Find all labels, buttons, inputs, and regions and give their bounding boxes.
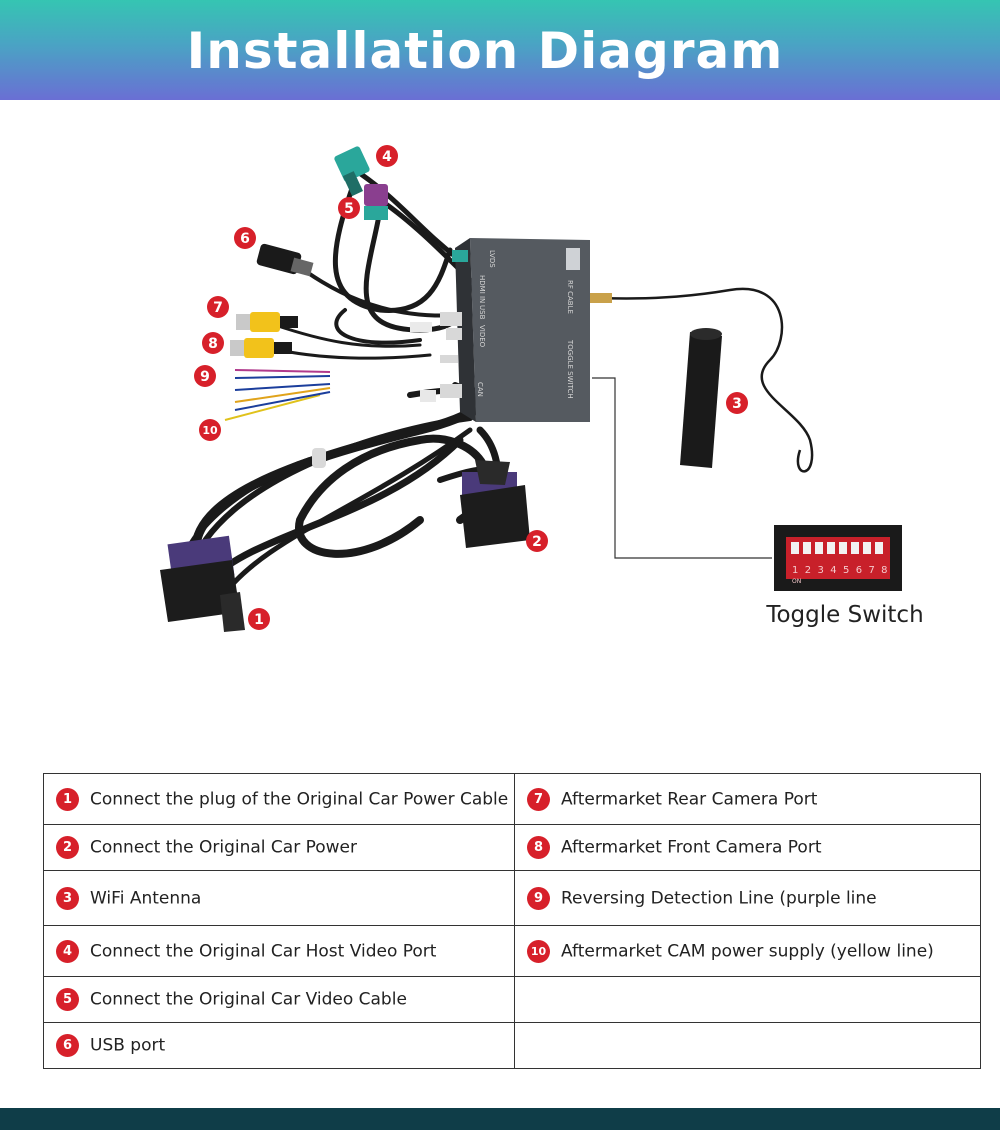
installation-diagram xyxy=(0,100,1000,740)
usb-plug xyxy=(256,243,314,276)
svg-text:4: 4 xyxy=(382,149,392,165)
legend-cell xyxy=(44,825,515,871)
badge-1 xyxy=(248,608,270,630)
cable-tie xyxy=(312,448,326,468)
box-label-toggle-switch: TOGGLE SWITCH xyxy=(566,340,574,399)
legend-cell xyxy=(44,1023,515,1069)
legend-cell xyxy=(44,926,515,977)
legend-text: Connect the Original Car Host Video Port xyxy=(90,941,437,961)
box-label-rf-cable: RF CABLE xyxy=(566,280,574,314)
legend-number-badge: 1 xyxy=(56,788,79,811)
legend-row xyxy=(44,825,981,871)
legend-text: Connect the plug of the Original Car Power Cable xyxy=(90,789,509,809)
legend-cell xyxy=(515,871,981,926)
svg-text:9: 9 xyxy=(200,369,210,385)
legend-cell xyxy=(515,825,981,871)
badge-5 xyxy=(338,197,360,219)
legend-number-badge: 6 xyxy=(56,1034,79,1057)
svg-text:10: 10 xyxy=(202,424,218,437)
box-label-video: VIDEO xyxy=(478,325,486,348)
box-label-usb: USB xyxy=(478,305,486,320)
legend-number-badge: 8 xyxy=(527,836,550,859)
rf-connector xyxy=(590,293,612,303)
legend-number-badge: 10 xyxy=(527,940,550,963)
footer-bar xyxy=(0,1108,1000,1130)
badge-2 xyxy=(526,530,548,552)
box-label-can: CAN xyxy=(476,382,484,397)
diagram-illustration xyxy=(0,100,1000,740)
toggle-switch-caption: Toggle Switch xyxy=(766,602,924,628)
legend-text: Aftermarket Front Camera Port xyxy=(561,837,822,858)
badge-3 xyxy=(726,392,748,414)
box-label-hdmi: HDMI IN xyxy=(478,275,486,304)
header-banner xyxy=(0,0,1000,100)
legend-number-badge: 2 xyxy=(56,836,79,859)
legend-number-badge: 4 xyxy=(56,940,79,963)
legend-cell xyxy=(44,871,515,926)
legend-text: Aftermarket CAM power supply (yellow line) xyxy=(561,941,934,961)
legend-number-badge: 9 xyxy=(527,887,550,910)
badge-6 xyxy=(234,227,256,249)
legend-cell xyxy=(515,774,981,825)
svg-text:2: 2 xyxy=(532,534,542,550)
legend-number-badge: 3 xyxy=(56,887,79,910)
dip-switch xyxy=(774,525,902,591)
wifi-antenna xyxy=(680,328,722,468)
legend-text: Connect the Original Car Power xyxy=(90,837,358,858)
fakra-connector-5 xyxy=(364,184,388,220)
legend-cell xyxy=(44,977,515,1023)
badge-7 xyxy=(207,296,229,318)
legend-text: Connect the Original Car Video Cable xyxy=(90,989,407,1010)
svg-text:5: 5 xyxy=(344,201,354,217)
rca-connector-front xyxy=(230,338,292,358)
legend-row xyxy=(44,774,981,825)
legend-number-badge: 5 xyxy=(56,988,79,1011)
legend-row xyxy=(44,1023,981,1069)
power-connector-1 xyxy=(160,536,245,632)
legend-row xyxy=(44,926,981,977)
power-connector-2 xyxy=(460,460,530,548)
legend-row xyxy=(44,977,981,1023)
dip-switch-numbers: 1 2 3 4 5 6 7 8 xyxy=(792,565,890,576)
legend-cell xyxy=(515,926,981,977)
badge-9 xyxy=(194,365,216,387)
badge-10 xyxy=(199,419,221,441)
legend-text: WiFi Antenna xyxy=(90,888,202,908)
badge-4 xyxy=(376,145,398,167)
legend-text: USB port xyxy=(90,1035,166,1056)
legend-cell xyxy=(44,774,515,825)
svg-text:3: 3 xyxy=(732,396,742,412)
legend-row xyxy=(44,871,981,926)
dip-switch-on-label: ON xyxy=(792,578,802,585)
page-title: Installation Diagram xyxy=(186,22,784,80)
badge-8 xyxy=(202,332,224,354)
svg-text:6: 6 xyxy=(240,231,250,247)
legend-table xyxy=(43,773,981,1069)
legend-text: Reversing Detection Line (purple line xyxy=(561,888,877,908)
legend-number-badge: 7 xyxy=(527,788,550,811)
legend-text: Aftermarket Rear Camera Port xyxy=(561,789,818,809)
svg-text:7: 7 xyxy=(213,300,223,316)
svg-text:1: 1 xyxy=(254,612,264,628)
box-label-lvds: LVDS xyxy=(488,250,496,268)
legend-cell-empty xyxy=(515,977,981,1023)
signal-wires xyxy=(225,370,330,420)
svg-text:8: 8 xyxy=(208,336,218,352)
legend-cell-empty xyxy=(515,1023,981,1069)
